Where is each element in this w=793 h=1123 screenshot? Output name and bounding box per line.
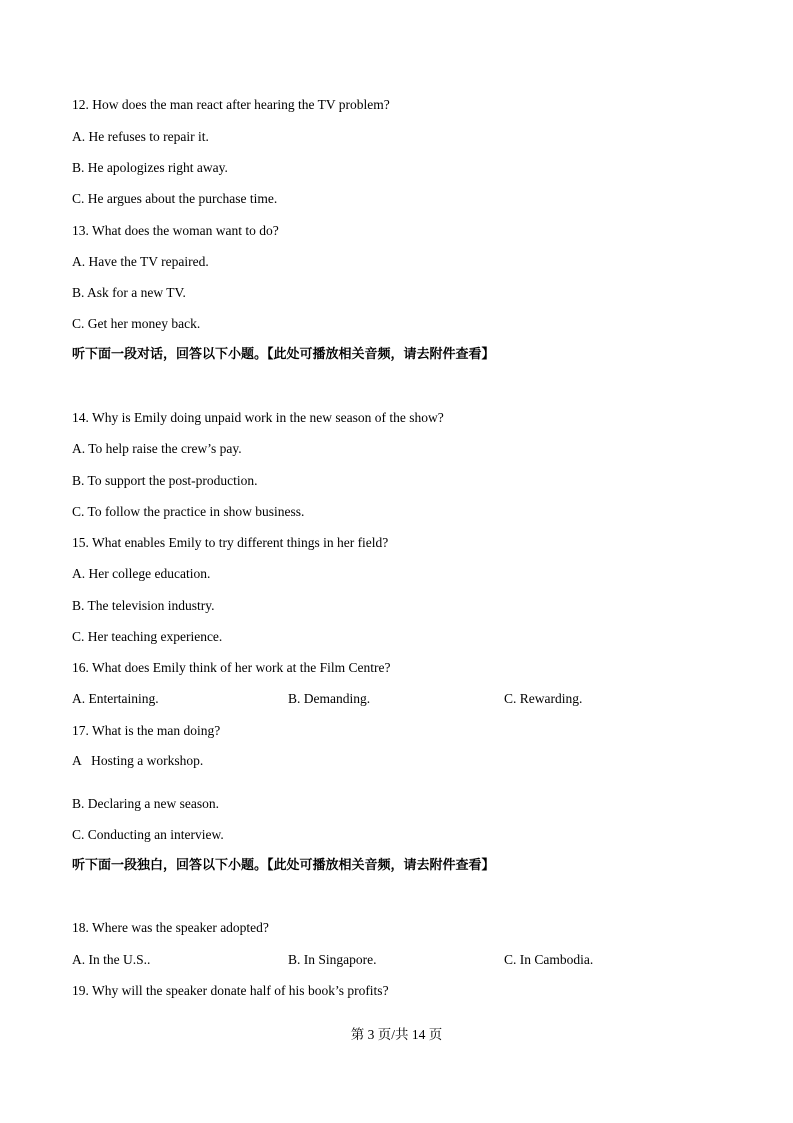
question-15: 15. What enables Emily to try different things in her field? (72, 535, 389, 550)
q15-option-c: C. Her teaching experience. (72, 629, 223, 644)
question-17: 17. What is the man doing? (72, 723, 221, 738)
q15-option-a: A. Her college education. (72, 566, 211, 581)
q17-option-c: C. Conducting an interview. (72, 827, 224, 842)
q13-option-a: A. Have the TV repaired. (72, 254, 209, 269)
q17-option-b: B. Declaring a new season. (72, 796, 219, 811)
q12-option-c: C. He argues about the purchase time. (72, 191, 278, 206)
q13-option-b: B. Ask for a new TV. (72, 285, 186, 300)
q12-option-a: A. He refuses to repair it. (72, 129, 209, 144)
question-16: 16. What does Emily think of her work at the Film Centre? (72, 660, 391, 675)
q13-option-c: C. Get her money back. (72, 316, 201, 331)
q18-option-a: A. In the U.S.. (72, 952, 151, 967)
q14-option-a: A. To help raise the crew’s pay. (72, 441, 242, 456)
question-18: 18. Where was the speaker adopted? (72, 920, 269, 935)
q15-option-b: B. The television industry. (72, 598, 215, 613)
question-13: 13. What does the woman want to do? (72, 223, 279, 238)
question-19: 19. Why will the speaker donate half of his book’s profits? (72, 983, 389, 998)
question-12: 12. How does the man react after hearing the TV problem? (72, 97, 390, 112)
q14-option-c: C. To follow the practice in show business. (72, 504, 305, 519)
instruction-monologue: 听下面一段独白，回答以下小题。【此处可播放相关音频，请去附件查看】 (72, 858, 495, 873)
instruction-dialogue: 听下面一段对话，回答以下小题。【此处可播放相关音频，请去附件查看】 (72, 347, 495, 362)
question-14: 14. Why is Emily doing unpaid work in the new season of the show? (72, 410, 444, 425)
q18-option-c: C. In Cambodia. (504, 952, 594, 967)
q16-option-b: B. Demanding. (288, 691, 371, 706)
q17-option-a: A Hosting a workshop. (72, 753, 204, 768)
q12-option-b: B. He apologizes right away. (72, 160, 228, 175)
q16-options-row (72, 691, 772, 707)
q14-option-b: B. To support the post-production. (72, 473, 258, 488)
page-footer: 第 3 页/共 14 页 (350, 1027, 443, 1042)
q18-option-b: B. In Singapore. (288, 952, 377, 967)
q16-option-a: A. Entertaining. (72, 691, 159, 706)
q16-option-c: C. Rewarding. (504, 691, 583, 706)
q18-options-row (72, 952, 772, 968)
